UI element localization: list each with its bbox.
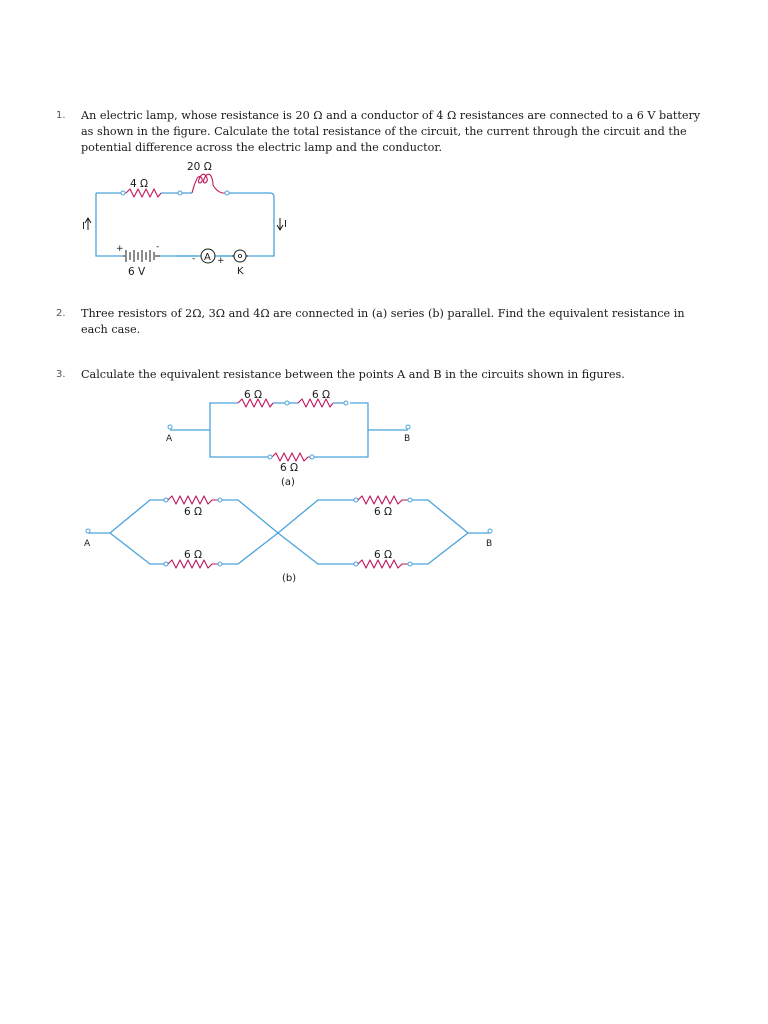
current-arrow-right-icon [277,218,283,230]
lamp-label: 20 Ω [187,161,212,173]
ammeter-label: A [204,252,211,263]
circuit-b-figure [78,490,508,590]
resistor-bottom-label: 6 Ω [280,462,299,474]
circuit-a-figure [160,383,420,493]
resistor-top-left-label: 6 Ω [244,389,263,401]
resistor-bottom-left-label: 6 Ω [184,549,203,561]
battery-minus-sign: - [156,242,160,252]
question-text: Three resistors of 2Ω, 3Ω and 4Ω are connected in (a) series (b) parallel. Find the equivalent resistance in each case. [81,307,685,336]
resistor-top-left-icon [168,496,218,504]
key-label: K [237,266,244,277]
terminal-b-icon [488,529,492,533]
point-a-label: A [84,539,91,549]
battery-icon [123,250,160,262]
resistor-top-right-icon [358,496,408,504]
resistor-bottom-right-icon [358,560,408,568]
question-text: Calculate the equivalent resistance between the points A and B in the circuits shown in figures. [81,368,625,381]
battery-label: 6 V [128,266,146,278]
battery-plus-sign: + [116,244,124,254]
resistor-bottom-right-label: 6 Ω [374,549,393,561]
question-number: 2. [56,308,66,319]
question-text: An electric lamp, whose resistance is 20 Ω and a conductor of 4 Ω resistances are connected to a 6 V battery as shown in the figure. Calculate the total resistance of the circuit, the current through the circuit and the potential difference across the electric lamp and the conductor. [81,109,701,154]
current-label-right: I [284,219,287,230]
terminal-a-icon [86,529,90,533]
figure-caption: (a) [281,477,295,488]
question-number: 3. [56,369,66,380]
point-b-label: B [404,434,411,444]
ammeter-plus-sign: + [217,256,225,266]
point-b-label: B [486,539,493,549]
resistor-top-right-label: 6 Ω [312,389,331,401]
resistor-label: 4 Ω [130,178,149,190]
resistor-4-ohm-icon [126,189,161,197]
ammeter-minus-sign: - [192,254,196,264]
key-icon [232,250,248,262]
figure-caption: (b) [282,573,297,584]
resistor-bottom-icon [272,453,312,461]
point-a-label: A [166,434,173,444]
lamp-circuit-figure [70,155,290,285]
lamp-icon [192,174,226,193]
current-label-left: I [82,221,85,232]
question-number: 1. [56,110,66,121]
resistor-top-left-label: 6 Ω [184,506,203,518]
resistor-top-right-label: 6 Ω [374,506,393,518]
terminal-b-icon [406,425,410,429]
terminal-a-icon [168,425,172,429]
current-arrow-left-icon [85,218,91,230]
resistor-bottom-left-icon [168,560,218,568]
